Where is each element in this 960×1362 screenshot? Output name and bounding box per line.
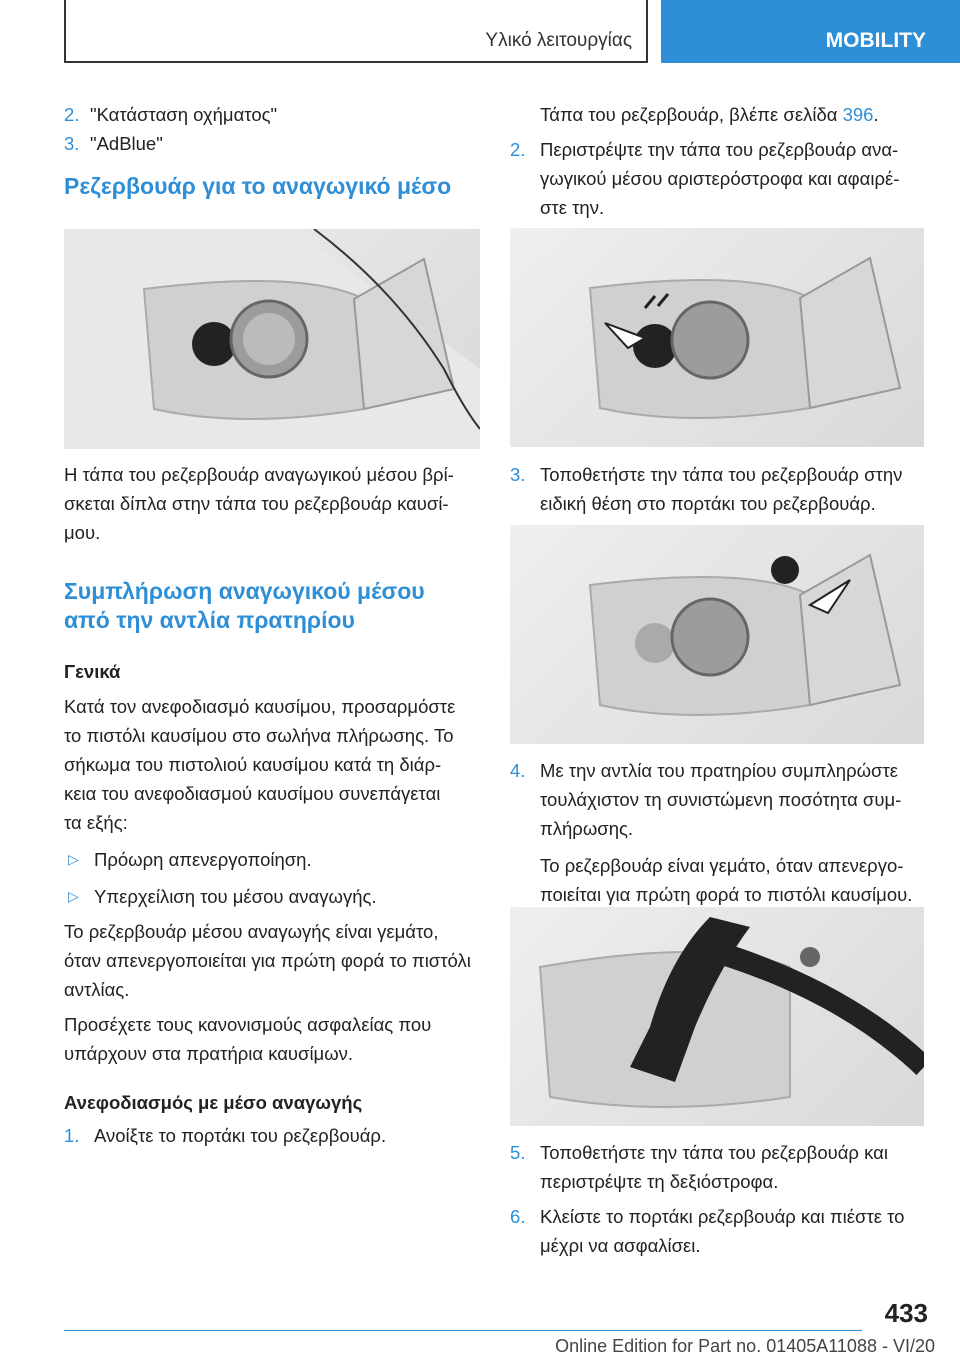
paragraph: Κατά τον ανεφοδιασμό καυσίμου, προσαρμόστε — [64, 696, 456, 717]
step-item: 6. Κλείστε το πορτάκι ρεζερβουάρ και πιέστε το μέχρι να ασφαλίσει. — [510, 1206, 905, 1256]
paragraph: Η τάπα του ρεζερβουάρ αναγωγικού μέσου βρί- — [64, 464, 454, 485]
step-item: 2. Περιστρέψτε την τάπα του ρεζερβουάρ ανα- γωγικού μέσου αριστερόστροφα και αφαιρέ- στε την. — [510, 139, 900, 218]
list-item: 2. "Κατάσταση οχήματος" — [64, 104, 278, 125]
page-number: 433 — [884, 1298, 928, 1328]
step-note: Το ρεζερβουάρ είναι γεμάτο, όταν απενεργο- ποιείται για πρώτη φορά το πιστόλι καυσίμου. — [540, 855, 913, 905]
step-item: 5. Τοποθετήστε την τάπα του ρεζερβουάρ και περιστρέψτε τη δεξιόστροφα. — [510, 1142, 888, 1192]
triangle-bullet-icon: ▷ — [68, 851, 79, 867]
header-section-label: Υλικό λειτουργίας — [485, 30, 632, 51]
footer-divider — [64, 1330, 862, 1331]
paragraph: υπάρχουν στα πρατήρια καυσίμων. — [64, 1043, 354, 1064]
right-column-step3 — [510, 460, 930, 518]
triangle-bullet-icon: ▷ — [68, 888, 79, 904]
step-item: 1. Ανοίξτε το πορτάκι του ρεζερβουάρ. — [64, 1125, 387, 1146]
right-column-step4 — [510, 756, 930, 909]
paragraph: αντλίας. — [64, 979, 130, 1000]
left-column — [64, 100, 484, 201]
bullet-item: ▷ Υπερχείλιση του μέσου αναγωγής. — [64, 882, 484, 911]
paragraph: τα εξής: — [64, 812, 128, 833]
header-mobility-tab[interactable] — [661, 0, 960, 63]
left-column-lower — [64, 460, 484, 1150]
reservoir-image — [64, 229, 480, 449]
footer-edition: Online Edition for Part no. 01405A11088 - VI/20 — [555, 1336, 935, 1356]
step2-image — [510, 228, 924, 447]
header-section-tab — [64, 0, 648, 63]
paragraph: σκεται δίπλα στην τάπα του ρεζερβουάρ καυσί- — [64, 493, 449, 514]
page-link[interactable]: 396 — [842, 104, 874, 125]
right-column-steps56 — [510, 1138, 930, 1260]
paragraph: όταν απενεργοποιείται για πρώτη φορά το πιστόλι — [64, 950, 471, 971]
paragraph: μου. — [64, 522, 101, 543]
section-heading-fill: Συμπλήρωση αναγωγικού μέσου από την αντλία πρατηρίου — [64, 578, 425, 633]
step-continuation: Τάπα του ρεζερβουάρ, βλέπε σελίδα 396. — [540, 104, 879, 125]
paragraph: σήκωμα του πιστολιού καυσίμου κατά τη διάρ- — [64, 754, 442, 775]
paragraph: το πιστόλι καυσίμου στο σωλήνα πλήρωσης. Το — [64, 725, 454, 746]
step3-image — [510, 525, 924, 744]
right-column — [510, 100, 930, 222]
bullet-item: ▷ Πρόωρη απενεργοποίηση. — [64, 845, 484, 874]
header-mobility-label: MOBILITY — [825, 29, 926, 52]
section-heading-reservoir: Ρεζερβουάρ για το αναγωγικό μέσο — [64, 173, 452, 199]
paragraph: Το ρεζερβουάρ μέσου αναγωγής είναι γεμάτο, — [64, 921, 439, 942]
step4-image — [510, 907, 924, 1126]
paragraph: Προσέχετε τους κανονισμούς ασφαλείας που — [64, 1014, 432, 1035]
list-item: 3. "AdBlue" — [64, 133, 163, 154]
paragraph: κεια του ανεφοδιασμού καυσίμου συνεπάγεται — [64, 783, 441, 804]
subheading-general: Γενικά — [64, 661, 121, 682]
subheading-refuel: Ανεφοδιασμός με μέσο αναγωγής — [64, 1092, 363, 1113]
step-item: 4. Με την αντλία του πρατηρίου συμπληρώστε τουλάχιστον τη συνιστώμενη ποσότητα συμ- πλήρωσης. — [510, 760, 902, 839]
step-item: 3. Τοποθετήστε την τάπα του ρεζερβουάρ στην ειδική θέση στο πορτάκι του ρεζερβουάρ. — [510, 464, 903, 514]
